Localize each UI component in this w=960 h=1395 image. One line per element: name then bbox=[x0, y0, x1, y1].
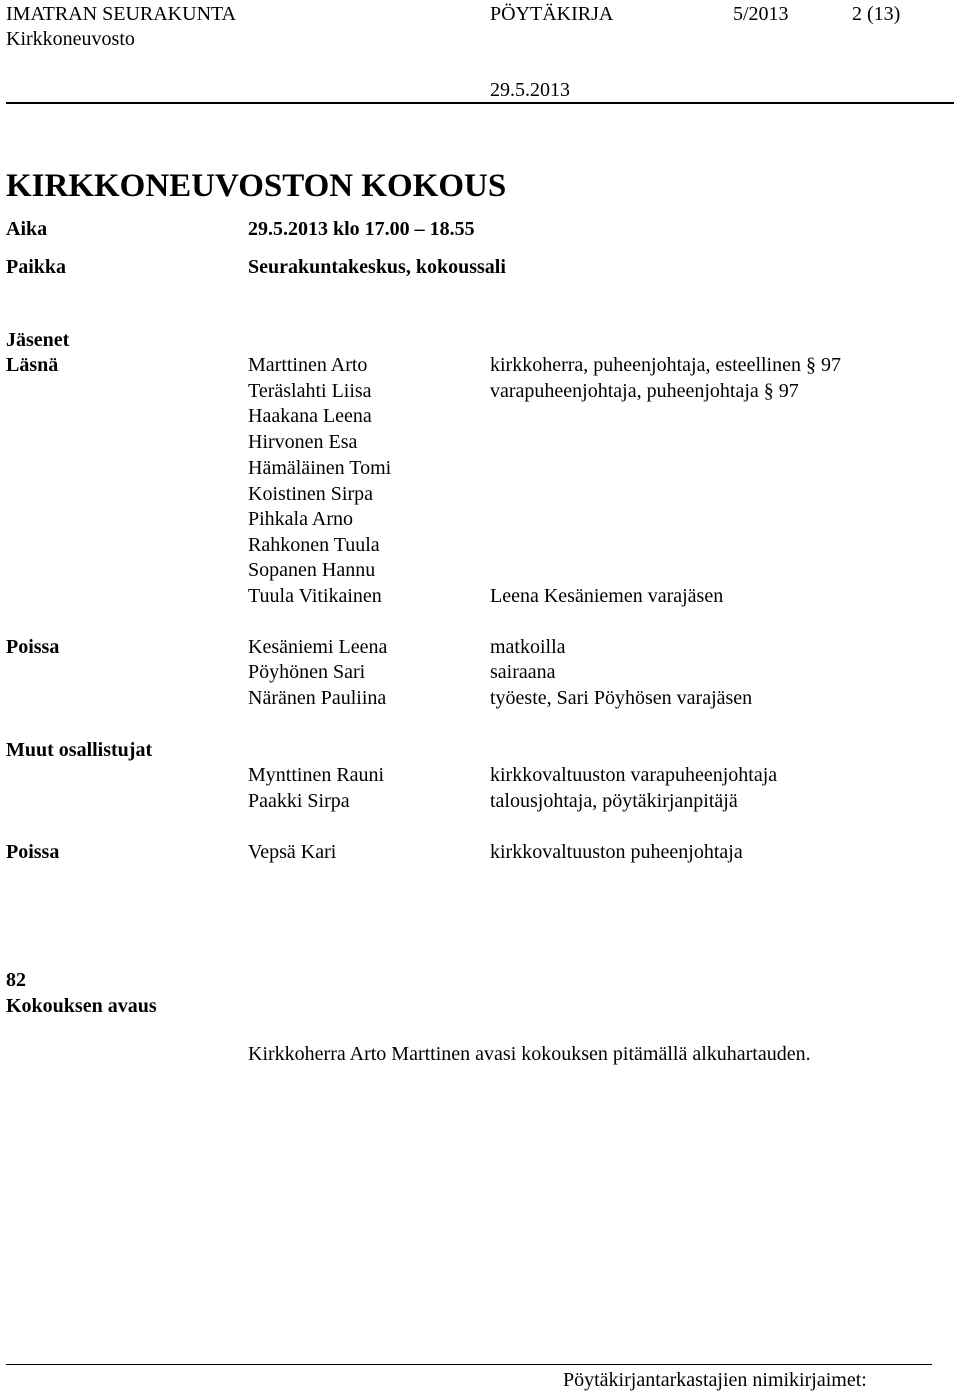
absent-member-reason: työeste, Sari Pöyhösen varajäsen bbox=[490, 687, 753, 709]
section-title: Kokouksen avaus bbox=[6, 995, 157, 1017]
member-name: Hämäläinen Tomi bbox=[248, 457, 392, 479]
member-name: Sopanen Hannu bbox=[248, 559, 376, 581]
participant-role: kirkkovaltuuston varapuheenjohtaja bbox=[490, 764, 778, 786]
member-role: Leena Kesäniemen varajäsen bbox=[490, 585, 724, 607]
participant-name: Paakki Sirpa bbox=[248, 790, 350, 812]
header-doc-type: PÖYTÄKIRJA bbox=[490, 3, 614, 25]
others-absent-label: Poissa bbox=[6, 841, 60, 863]
absent-member-name: Näränen Pauliina bbox=[248, 687, 387, 709]
absent-member-name: Kesäniemi Leena bbox=[248, 636, 388, 658]
place-label: Paikka bbox=[6, 256, 67, 278]
member-name: Rahkonen Tuula bbox=[248, 534, 380, 556]
others-label: Muut osallistujat bbox=[6, 739, 153, 761]
absent-member-reason: sairaana bbox=[490, 661, 556, 683]
absent-participant-role: kirkkovaltuuston puheenjohtaja bbox=[490, 841, 743, 863]
member-role: varapuheenjohtaja, puheenjohtaja § 97 bbox=[490, 380, 799, 402]
present-label: Läsnä bbox=[6, 354, 59, 376]
header-rule bbox=[6, 102, 954, 104]
header-page-number: 2 (13) bbox=[852, 3, 901, 25]
header-body: Kirkkoneuvosto bbox=[6, 28, 135, 50]
time-value: 29.5.2013 klo 17.00 – 18.55 bbox=[248, 218, 475, 240]
member-name: Marttinen Arto bbox=[248, 354, 368, 376]
footer-rule bbox=[6, 1364, 932, 1365]
header-org: IMATRAN SEURAKUNTA bbox=[6, 3, 237, 25]
member-name: Koistinen Sirpa bbox=[248, 483, 373, 505]
member-role: kirkkoherra, puheenjohtaja, esteellinen § 97 bbox=[490, 354, 841, 376]
absent-participant-name: Vepsä Kari bbox=[248, 841, 337, 863]
member-name: Teräslahti Liisa bbox=[248, 380, 372, 402]
section-text: Kirkkoherra Arto Marttinen avasi kokouksen pitämällä alkuhartauden. bbox=[248, 1043, 811, 1065]
section-number: 82 bbox=[6, 969, 26, 991]
place-value: Seurakuntakeskus, kokoussali bbox=[248, 256, 506, 278]
member-name: Haakana Leena bbox=[248, 405, 372, 427]
member-name: Pihkala Arno bbox=[248, 508, 353, 530]
page-title: KIRKKONEUVOSTON KOKOUS bbox=[6, 168, 507, 204]
absent-label: Poissa bbox=[6, 636, 60, 658]
participant-name: Mynttinen Rauni bbox=[248, 764, 385, 786]
absent-member-name: Pöyhönen Sari bbox=[248, 661, 366, 683]
signatures-label: Pöytäkirjantarkastajien nimikirjaimet: bbox=[563, 1369, 867, 1391]
member-name: Tuula Vitikainen bbox=[248, 585, 382, 607]
absent-member-reason: matkoilla bbox=[490, 636, 566, 658]
header-doc-number: 5/2013 bbox=[733, 3, 789, 25]
header-date: 29.5.2013 bbox=[490, 79, 570, 101]
members-heading: Jäsenet bbox=[6, 329, 70, 351]
member-name: Hirvonen Esa bbox=[248, 431, 358, 453]
time-label: Aika bbox=[6, 218, 48, 240]
participant-role: talousjohtaja, pöytäkirjanpitäjä bbox=[490, 790, 738, 812]
